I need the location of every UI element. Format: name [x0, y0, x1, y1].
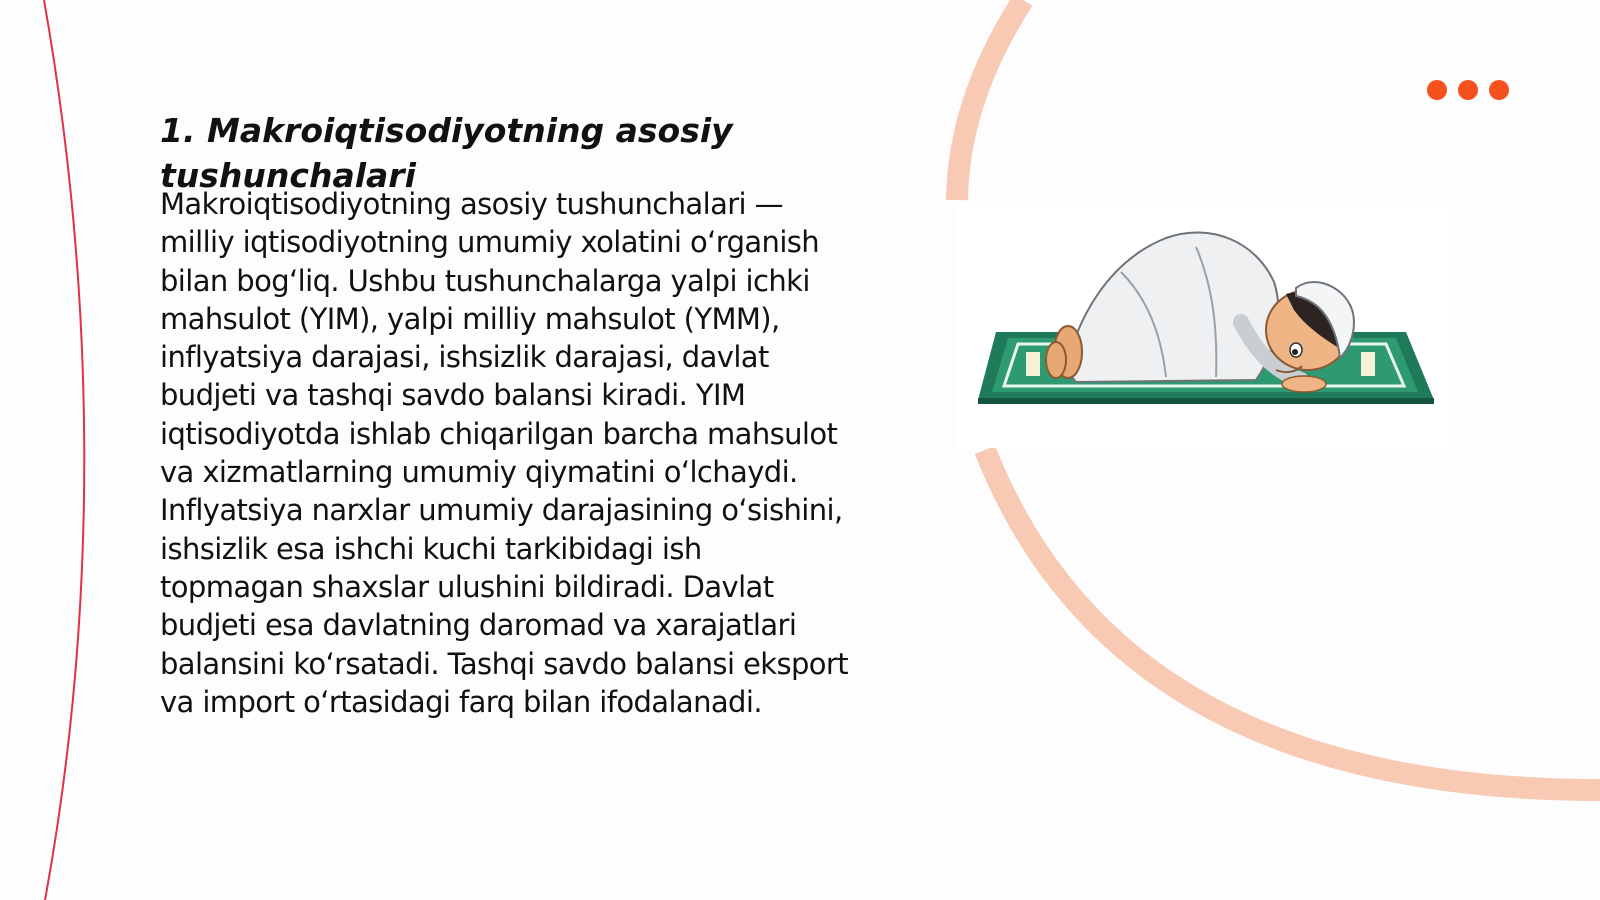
dot-2 — [1458, 80, 1478, 100]
slide-title: 1. Makroiqtisodiyotning asosiy tushunchalari — [160, 111, 733, 195]
dot-3 — [1489, 80, 1509, 100]
dot-1 — [1427, 80, 1447, 100]
prayer-illustration-icon — [956, 202, 1448, 448]
slide-body-text: Makroiqtisodiyotning asosiy tushunchalari — milliy iqtisodiyotning umumiy xolatini oʻrganish bilan bogʻliq. Ushbu tushunchalarga yalpi ichki mahsulot (YIM), yalpi milliy mahsulot (YMM), inflyatsiya darajasi, ishsizlik darajasi, davlat budjeti va tashqi savdo balansi kiradi. YIM iqtisodiyotda ishlab chiqarilgan barcha mahsulot va xizmatlarning umumiy qiymatini oʻlchaydi. Inflyatsiya narxlar umumiy darajasining oʻsishini, ishsizlik esa ishchi kuchi tarkibidagi ish topmagan shaxslar ulushini bildiradi. Davlat budjeti esa davlatning daromad va xarajatlari balansini koʻrsatadi. Tashqi savdo balansi eksport va import oʻrtasidagi farq bilan ifodalanadi. — [160, 187, 849, 719]
three-dots-decor — [1427, 80, 1509, 100]
left-edge-curve — [44, 0, 84, 900]
prayer-illustration — [956, 202, 1448, 448]
